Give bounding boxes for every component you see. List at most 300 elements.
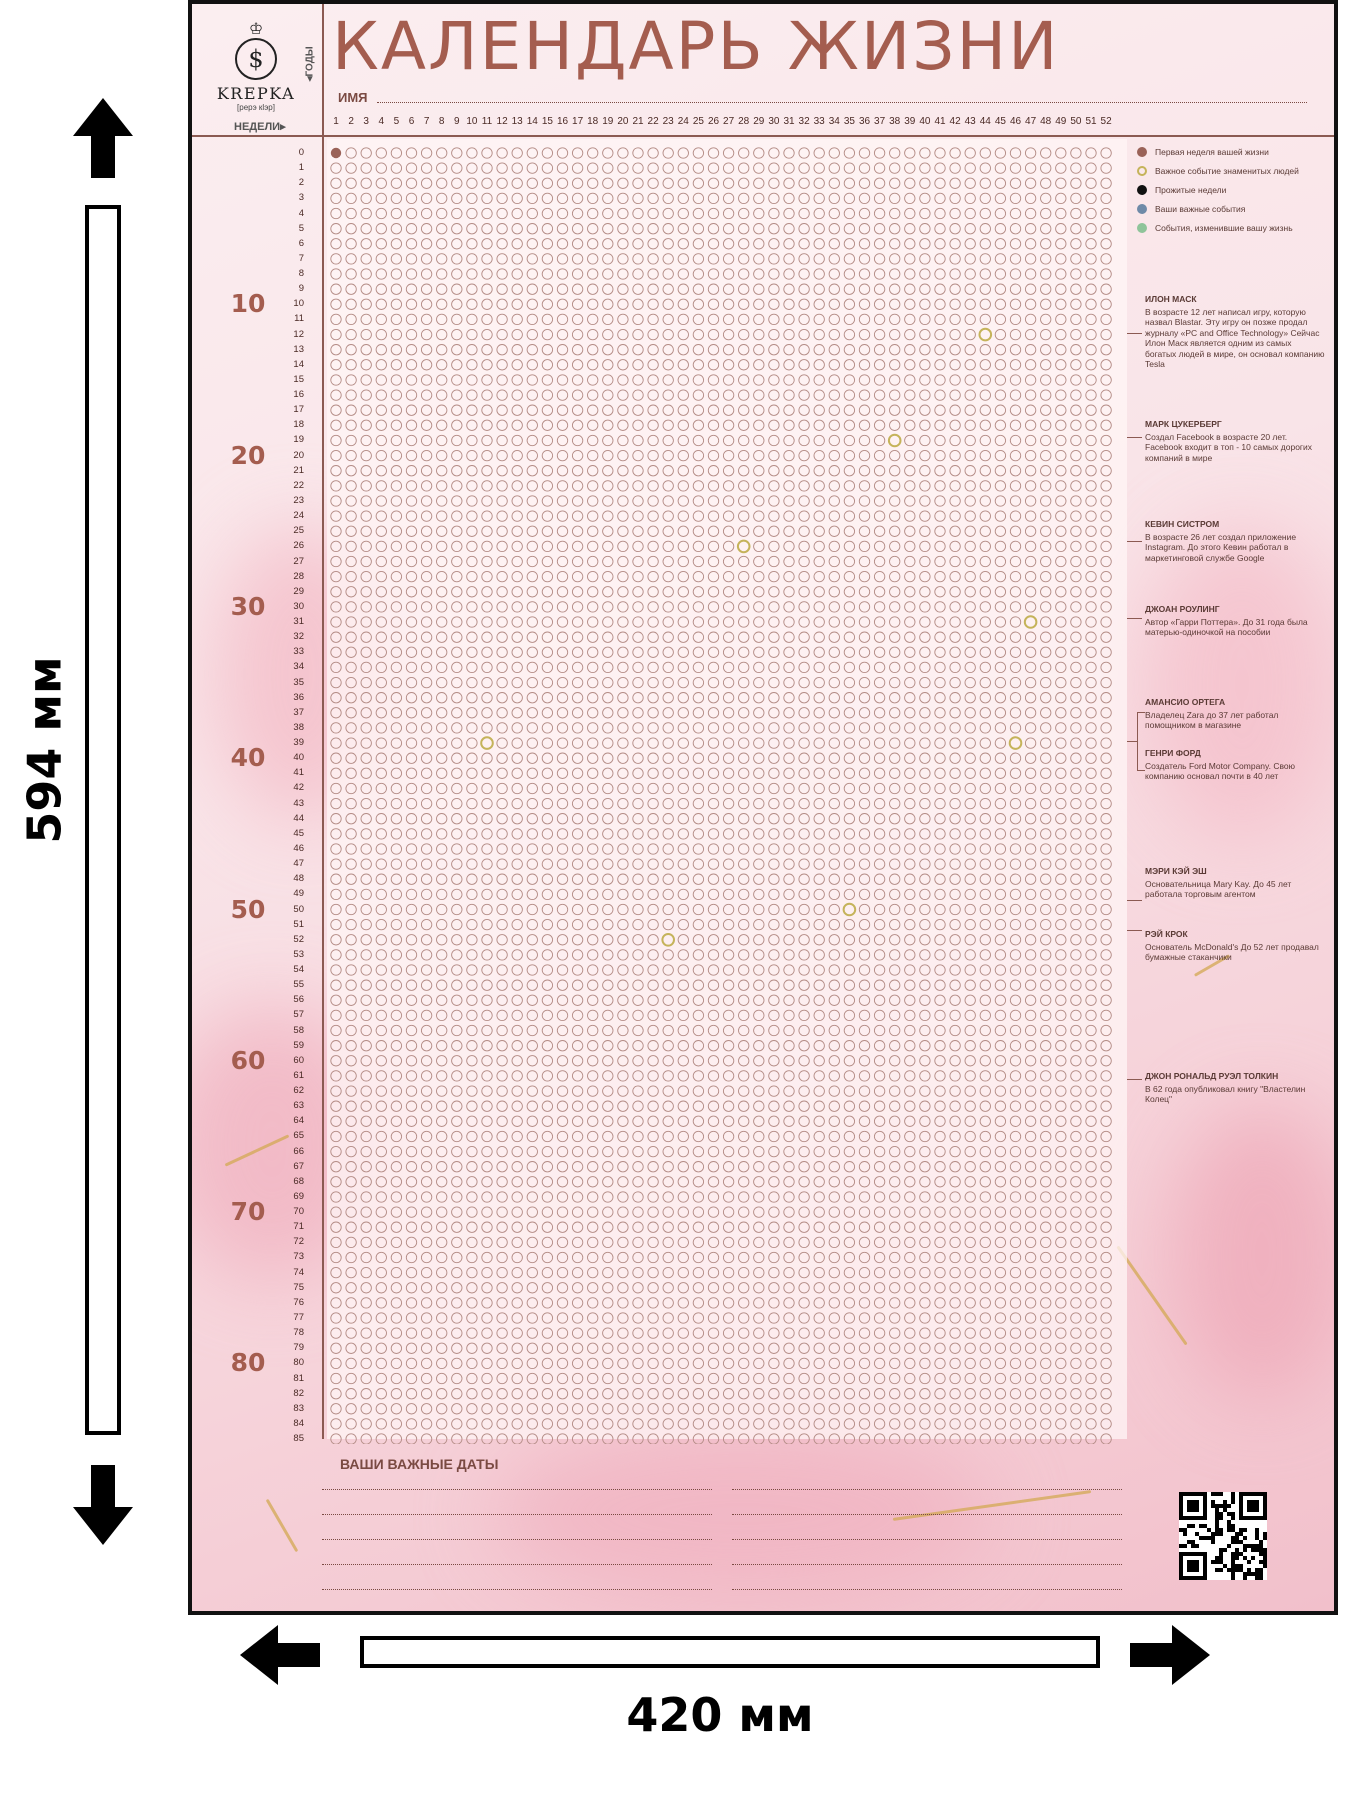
week-circle[interactable] [346, 783, 356, 793]
week-circle[interactable] [890, 163, 900, 173]
week-circle[interactable] [361, 1222, 371, 1232]
week-circle[interactable] [829, 450, 839, 460]
week-circle[interactable] [346, 224, 356, 234]
week-circle[interactable] [693, 1222, 703, 1232]
week-circle[interactable] [331, 1192, 341, 1202]
week-circle[interactable] [497, 269, 507, 279]
week-circle[interactable] [678, 299, 688, 309]
week-circle[interactable] [663, 1389, 673, 1399]
week-circle[interactable] [935, 1131, 945, 1141]
week-circle[interactable] [844, 1313, 854, 1323]
week-circle[interactable] [391, 829, 401, 839]
week-circle[interactable] [784, 1358, 794, 1368]
week-circle[interactable] [467, 1131, 477, 1141]
week-circle[interactable] [391, 556, 401, 566]
week-circle[interactable] [995, 723, 1005, 733]
week-circle[interactable] [572, 1162, 582, 1172]
week-circle[interactable] [995, 1192, 1005, 1202]
week-circle[interactable] [391, 496, 401, 506]
week-circle[interactable] [739, 345, 749, 355]
week-circle[interactable] [859, 224, 869, 234]
week-circle[interactable] [844, 360, 854, 370]
week-circle[interactable] [572, 904, 582, 914]
week-circle[interactable] [1056, 1373, 1066, 1383]
week-circle[interactable] [1101, 1434, 1111, 1444]
week-circle[interactable] [859, 783, 869, 793]
week-circle[interactable] [1025, 314, 1035, 324]
week-circle[interactable] [421, 1373, 431, 1383]
week-circle[interactable] [648, 1071, 658, 1081]
week-circle[interactable] [542, 239, 552, 249]
week-circle[interactable] [588, 1434, 598, 1444]
week-circle[interactable] [391, 859, 401, 869]
week-circle[interactable] [1101, 1389, 1111, 1399]
week-circle[interactable] [437, 708, 447, 718]
week-circle[interactable] [693, 314, 703, 324]
week-circle[interactable] [331, 1162, 341, 1172]
week-circle[interactable] [633, 723, 643, 733]
week-circle[interactable] [588, 723, 598, 733]
week-circle[interactable] [723, 375, 733, 385]
week-circle[interactable] [603, 481, 613, 491]
week-circle[interactable] [950, 768, 960, 778]
week-circle[interactable] [769, 617, 779, 627]
week-circle[interactable] [467, 1252, 477, 1262]
week-circle[interactable] [754, 723, 764, 733]
week-circle[interactable] [678, 556, 688, 566]
week-circle[interactable] [965, 1025, 975, 1035]
week-circle[interactable] [935, 299, 945, 309]
week-circle[interactable] [527, 844, 537, 854]
week-circle[interactable] [1056, 314, 1066, 324]
week-circle[interactable] [1101, 163, 1111, 173]
date-line[interactable] [732, 1564, 1122, 1565]
week-circle[interactable] [859, 239, 869, 249]
week-circle[interactable] [678, 693, 688, 703]
week-circle[interactable] [663, 768, 673, 778]
week-circle[interactable] [950, 874, 960, 884]
week-circle[interactable] [693, 1373, 703, 1383]
week-circle[interactable] [633, 1146, 643, 1156]
week-circle[interactable] [648, 360, 658, 370]
week-circle[interactable] [769, 708, 779, 718]
week-circle[interactable] [1010, 1192, 1020, 1202]
week-circle[interactable] [663, 1298, 673, 1308]
week-circle[interactable] [1101, 420, 1111, 430]
week-circle[interactable] [542, 783, 552, 793]
week-circle[interactable] [950, 269, 960, 279]
week-circle[interactable] [693, 844, 703, 854]
week-circle[interactable] [633, 1313, 643, 1323]
week-circle[interactable] [1041, 254, 1051, 264]
week-circle[interactable] [633, 556, 643, 566]
week-circle[interactable] [799, 269, 809, 279]
week-circle[interactable] [935, 1041, 945, 1051]
week-circle[interactable] [693, 1434, 703, 1444]
week-circle[interactable] [1056, 450, 1066, 460]
week-circle[interactable] [452, 768, 462, 778]
week-circle[interactable] [648, 708, 658, 718]
famous-event-dot[interactable] [481, 737, 493, 749]
week-circle[interactable] [648, 466, 658, 476]
week-circle[interactable] [557, 950, 567, 960]
week-circle[interactable] [965, 1237, 975, 1247]
week-circle[interactable] [467, 1177, 477, 1187]
week-circle[interactable] [376, 1116, 386, 1126]
week-circle[interactable] [406, 798, 416, 808]
week-circle[interactable] [1071, 1298, 1081, 1308]
week-circle[interactable] [331, 919, 341, 929]
week-circle[interactable] [346, 980, 356, 990]
week-circle[interactable] [678, 481, 688, 491]
week-circle[interactable] [995, 829, 1005, 839]
week-circle[interactable] [905, 148, 915, 158]
week-circle[interactable] [844, 1177, 854, 1187]
week-circle[interactable] [437, 1041, 447, 1051]
week-circle[interactable] [512, 148, 522, 158]
week-circle[interactable] [1086, 178, 1096, 188]
week-circle[interactable] [995, 935, 1005, 945]
week-circle[interactable] [497, 420, 507, 430]
week-circle[interactable] [1041, 1222, 1051, 1232]
week-circle[interactable] [391, 269, 401, 279]
week-circle[interactable] [663, 662, 673, 672]
week-circle[interactable] [406, 708, 416, 718]
week-circle[interactable] [799, 1192, 809, 1202]
week-circle[interactable] [482, 1131, 492, 1141]
week-circle[interactable] [497, 889, 507, 899]
week-circle[interactable] [346, 1283, 356, 1293]
week-circle[interactable] [421, 208, 431, 218]
week-circle[interactable] [482, 783, 492, 793]
week-circle[interactable] [995, 1373, 1005, 1383]
week-circle[interactable] [799, 193, 809, 203]
week-circle[interactable] [346, 768, 356, 778]
week-circle[interactable] [965, 738, 975, 748]
week-circle[interactable] [874, 1328, 884, 1338]
week-circle[interactable] [542, 314, 552, 324]
week-circle[interactable] [1071, 753, 1081, 763]
week-circle[interactable] [588, 1373, 598, 1383]
week-circle[interactable] [572, 708, 582, 718]
week-circle[interactable] [1025, 798, 1035, 808]
week-circle[interactable] [572, 224, 582, 234]
week-circle[interactable] [618, 1056, 628, 1066]
week-circle[interactable] [497, 1389, 507, 1399]
week-circle[interactable] [965, 193, 975, 203]
week-circle[interactable] [482, 723, 492, 733]
week-circle[interactable] [784, 632, 794, 642]
week-circle[interactable] [950, 1101, 960, 1111]
week-circle[interactable] [905, 526, 915, 536]
week-circle[interactable] [1071, 1222, 1081, 1232]
week-circle[interactable] [678, 571, 688, 581]
week-circle[interactable] [346, 269, 356, 279]
week-circle[interactable] [920, 889, 930, 899]
week-circle[interactable] [950, 738, 960, 748]
week-circle[interactable] [603, 1237, 613, 1247]
week-circle[interactable] [754, 299, 764, 309]
week-circle[interactable] [512, 1252, 522, 1262]
week-circle[interactable] [995, 1222, 1005, 1232]
week-circle[interactable] [965, 874, 975, 884]
week-circle[interactable] [361, 1131, 371, 1141]
week-circle[interactable] [361, 1328, 371, 1338]
week-circle[interactable] [784, 224, 794, 234]
week-circle[interactable] [557, 284, 567, 294]
week-circle[interactable] [421, 1404, 431, 1414]
week-circle[interactable] [406, 1358, 416, 1368]
week-circle[interactable] [1101, 1207, 1111, 1217]
week-circle[interactable] [588, 844, 598, 854]
week-circle[interactable] [557, 723, 567, 733]
week-circle[interactable] [1101, 254, 1111, 264]
week-circle[interactable] [557, 1162, 567, 1172]
week-circle[interactable] [618, 632, 628, 642]
week-circle[interactable] [1041, 269, 1051, 279]
week-circle[interactable] [482, 1404, 492, 1414]
week-circle[interactable] [920, 602, 930, 612]
week-circle[interactable] [542, 1237, 552, 1247]
week-circle[interactable] [874, 314, 884, 324]
week-circle[interactable] [421, 163, 431, 173]
week-circle[interactable] [739, 587, 749, 597]
week-circle[interactable] [376, 632, 386, 642]
week-circle[interactable] [739, 753, 749, 763]
week-circle[interactable] [1101, 1313, 1111, 1323]
week-circle[interactable] [739, 466, 749, 476]
week-circle[interactable] [890, 1237, 900, 1247]
week-circle[interactable] [527, 995, 537, 1005]
week-circle[interactable] [844, 980, 854, 990]
week-circle[interactable] [663, 299, 673, 309]
week-circle[interactable] [1101, 556, 1111, 566]
week-circle[interactable] [980, 1010, 990, 1020]
week-circle[interactable] [799, 1237, 809, 1247]
week-circle[interactable] [361, 435, 371, 445]
week-circle[interactable] [391, 1207, 401, 1217]
week-circle[interactable] [905, 481, 915, 491]
week-circle[interactable] [859, 1177, 869, 1187]
week-circle[interactable] [588, 1101, 598, 1111]
week-circle[interactable] [723, 1101, 733, 1111]
week-circle[interactable] [739, 647, 749, 657]
week-circle[interactable] [905, 814, 915, 824]
week-circle[interactable] [905, 919, 915, 929]
week-circle[interactable] [890, 980, 900, 990]
week-circle[interactable] [920, 269, 930, 279]
week-circle[interactable] [950, 571, 960, 581]
week-circle[interactable] [663, 420, 673, 430]
week-circle[interactable] [452, 284, 462, 294]
week-circle[interactable] [452, 814, 462, 824]
week-circle[interactable] [844, 1071, 854, 1081]
week-circle[interactable] [648, 950, 658, 960]
week-circle[interactable] [452, 1298, 462, 1308]
week-circle[interactable] [769, 995, 779, 1005]
week-circle[interactable] [1071, 1041, 1081, 1051]
week-circle[interactable] [754, 1146, 764, 1156]
week-circle[interactable] [723, 874, 733, 884]
week-circle[interactable] [361, 193, 371, 203]
week-circle[interactable] [1025, 1222, 1035, 1232]
week-circle[interactable] [799, 844, 809, 854]
week-circle[interactable] [1056, 1192, 1066, 1202]
week-circle[interactable] [1071, 798, 1081, 808]
week-circle[interactable] [633, 314, 643, 324]
week-circle[interactable] [527, 1343, 537, 1353]
week-circle[interactable] [361, 1389, 371, 1399]
week-circle[interactable] [557, 345, 567, 355]
week-circle[interactable] [603, 284, 613, 294]
week-circle[interactable] [1025, 1358, 1035, 1368]
week-circle[interactable] [829, 405, 839, 415]
week-circle[interactable] [542, 723, 552, 733]
week-circle[interactable] [482, 1222, 492, 1232]
week-circle[interactable] [920, 844, 930, 854]
week-circle[interactable] [603, 435, 613, 445]
week-circle[interactable] [618, 965, 628, 975]
week-circle[interactable] [376, 602, 386, 612]
week-circle[interactable] [874, 1025, 884, 1035]
week-circle[interactable] [467, 783, 477, 793]
week-circle[interactable] [965, 723, 975, 733]
week-circle[interactable] [829, 965, 839, 975]
week-circle[interactable] [829, 1267, 839, 1277]
week-circle[interactable] [1086, 1177, 1096, 1187]
week-circle[interactable] [769, 420, 779, 430]
week-circle[interactable] [1041, 602, 1051, 612]
week-circle[interactable] [663, 1177, 673, 1187]
week-circle[interactable] [588, 904, 598, 914]
week-circle[interactable] [965, 1192, 975, 1202]
week-circle[interactable] [980, 935, 990, 945]
week-circle[interactable] [648, 511, 658, 521]
week-circle[interactable] [874, 1419, 884, 1429]
week-circle[interactable] [1101, 738, 1111, 748]
week-circle[interactable] [754, 496, 764, 506]
week-circle[interactable] [542, 254, 552, 264]
week-circle[interactable] [995, 254, 1005, 264]
week-circle[interactable] [678, 798, 688, 808]
week-circle[interactable] [663, 1025, 673, 1035]
week-circle[interactable] [829, 360, 839, 370]
week-circle[interactable] [980, 768, 990, 778]
week-circle[interactable] [874, 390, 884, 400]
week-circle[interactable] [814, 1162, 824, 1172]
week-circle[interactable] [1025, 662, 1035, 672]
week-circle[interactable] [588, 1283, 598, 1293]
week-circle[interactable] [874, 768, 884, 778]
week-circle[interactable] [708, 254, 718, 264]
week-circle[interactable] [799, 1298, 809, 1308]
week-circle[interactable] [648, 632, 658, 642]
week-circle[interactable] [890, 375, 900, 385]
week-circle[interactable] [542, 1222, 552, 1232]
week-circle[interactable] [1010, 617, 1020, 627]
week-circle[interactable] [603, 602, 613, 612]
week-circle[interactable] [1056, 1116, 1066, 1126]
week-circle[interactable] [376, 1071, 386, 1081]
week-circle[interactable] [739, 935, 749, 945]
week-circle[interactable] [1086, 466, 1096, 476]
week-circle[interactable] [723, 556, 733, 566]
week-circle[interactable] [391, 163, 401, 173]
week-circle[interactable] [421, 329, 431, 339]
week-circle[interactable] [754, 1373, 764, 1383]
week-circle[interactable] [769, 1419, 779, 1429]
week-circle[interactable] [1086, 859, 1096, 869]
week-circle[interactable] [769, 693, 779, 703]
week-circle[interactable] [376, 1101, 386, 1111]
week-circle[interactable] [1025, 587, 1035, 597]
week-circle[interactable] [361, 1207, 371, 1217]
week-circle[interactable] [890, 617, 900, 627]
week-circle[interactable] [920, 1146, 930, 1156]
week-circle[interactable] [527, 299, 537, 309]
week-circle[interactable] [482, 556, 492, 566]
week-circle[interactable] [648, 390, 658, 400]
week-circle[interactable] [1086, 481, 1096, 491]
week-circle[interactable] [497, 345, 507, 355]
week-circle[interactable] [633, 995, 643, 1005]
week-circle[interactable] [452, 1313, 462, 1323]
week-circle[interactable] [1071, 889, 1081, 899]
week-circle[interactable] [739, 662, 749, 672]
week-circle[interactable] [467, 1328, 477, 1338]
week-circle[interactable] [1071, 420, 1081, 430]
week-circle[interactable] [844, 995, 854, 1005]
week-circle[interactable] [1056, 783, 1066, 793]
week-circle[interactable] [663, 1283, 673, 1293]
week-circle[interactable] [784, 405, 794, 415]
week-circle[interactable] [331, 783, 341, 793]
week-circle[interactable] [693, 738, 703, 748]
week-circle[interactable] [331, 375, 341, 385]
week-circle[interactable] [542, 1010, 552, 1020]
week-circle[interactable] [452, 435, 462, 445]
week-circle[interactable] [331, 935, 341, 945]
week-circle[interactable] [618, 1162, 628, 1172]
week-circle[interactable] [361, 420, 371, 430]
week-circle[interactable] [1010, 587, 1020, 597]
week-circle[interactable] [603, 1116, 613, 1126]
week-circle[interactable] [421, 708, 431, 718]
week-circle[interactable] [618, 1041, 628, 1051]
week-circle[interactable] [693, 450, 703, 460]
week-circle[interactable] [859, 874, 869, 884]
week-circle[interactable] [648, 1298, 658, 1308]
week-circle[interactable] [361, 1267, 371, 1277]
week-circle[interactable] [648, 753, 658, 763]
week-circle[interactable] [874, 874, 884, 884]
week-circle[interactable] [391, 708, 401, 718]
week-circle[interactable] [391, 178, 401, 188]
week-circle[interactable] [376, 1192, 386, 1202]
week-circle[interactable] [739, 390, 749, 400]
week-circle[interactable] [452, 723, 462, 733]
week-circle[interactable] [1086, 1373, 1096, 1383]
week-circle[interactable] [1071, 995, 1081, 1005]
week-circle[interactable] [572, 980, 582, 990]
week-circle[interactable] [421, 844, 431, 854]
week-circle[interactable] [572, 1313, 582, 1323]
week-circle[interactable] [376, 1222, 386, 1232]
week-circle[interactable] [890, 254, 900, 264]
week-circle[interactable] [859, 708, 869, 718]
week-circle[interactable] [467, 345, 477, 355]
week-circle[interactable] [406, 587, 416, 597]
